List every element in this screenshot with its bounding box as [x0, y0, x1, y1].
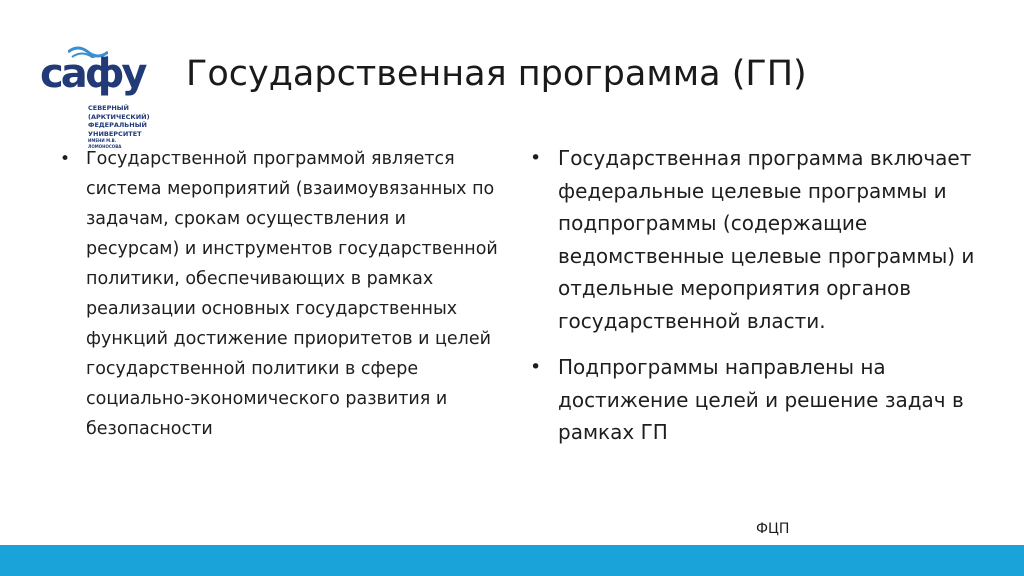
list-item — [530, 142, 1000, 337]
logo-line: СЕВЕРНЫЙ — [88, 104, 129, 112]
bottom-accent-bar — [0, 545, 1024, 576]
left-bullet-list — [60, 144, 500, 444]
footnote-label: ФЦП — [756, 521, 790, 537]
logo-wordmark: сафу — [40, 51, 145, 97]
right-bullet-list — [530, 142, 1000, 463]
logo-line: (АРКТИЧЕСКИЙ) — [88, 112, 150, 121]
university-logo — [40, 20, 150, 149]
logo-subline: ИМЕНИ М.В. ЛОМОНОСОВА — [88, 138, 122, 149]
list-item — [60, 144, 500, 444]
list-item-text: Государственная программа включает федеральные целевые программы и подпрограммы (содержащие ведомственные целевые программы) и отдельные мероприятия органов государственной власти. — [558, 146, 975, 333]
logo-line: УНИВЕРСИТЕТ — [88, 129, 142, 138]
slide-title: Государственная программа (ГП) — [186, 54, 807, 94]
bullet-icon: • — [530, 356, 542, 378]
bullet-icon: • — [60, 149, 71, 169]
list-item-text: Государственной программой является система мероприятий (взаимоувязанных по задачам, срокам осуществления и ресурсам) и инструментов государственной политики, обеспечивающих в рамках реализации основных государственных функций достижение приоритетов и целей государственной политики в сфере социально-экономического развития и безопасности — [86, 149, 498, 439]
list-item-text: Подпрограммы направлены на достижение целей и решение задач в рамках ГП — [558, 355, 964, 444]
bullet-icon: • — [530, 147, 542, 169]
list-item — [530, 351, 1000, 449]
logo-line: ФЕДЕРАЛЬНЫЙ — [88, 121, 147, 129]
